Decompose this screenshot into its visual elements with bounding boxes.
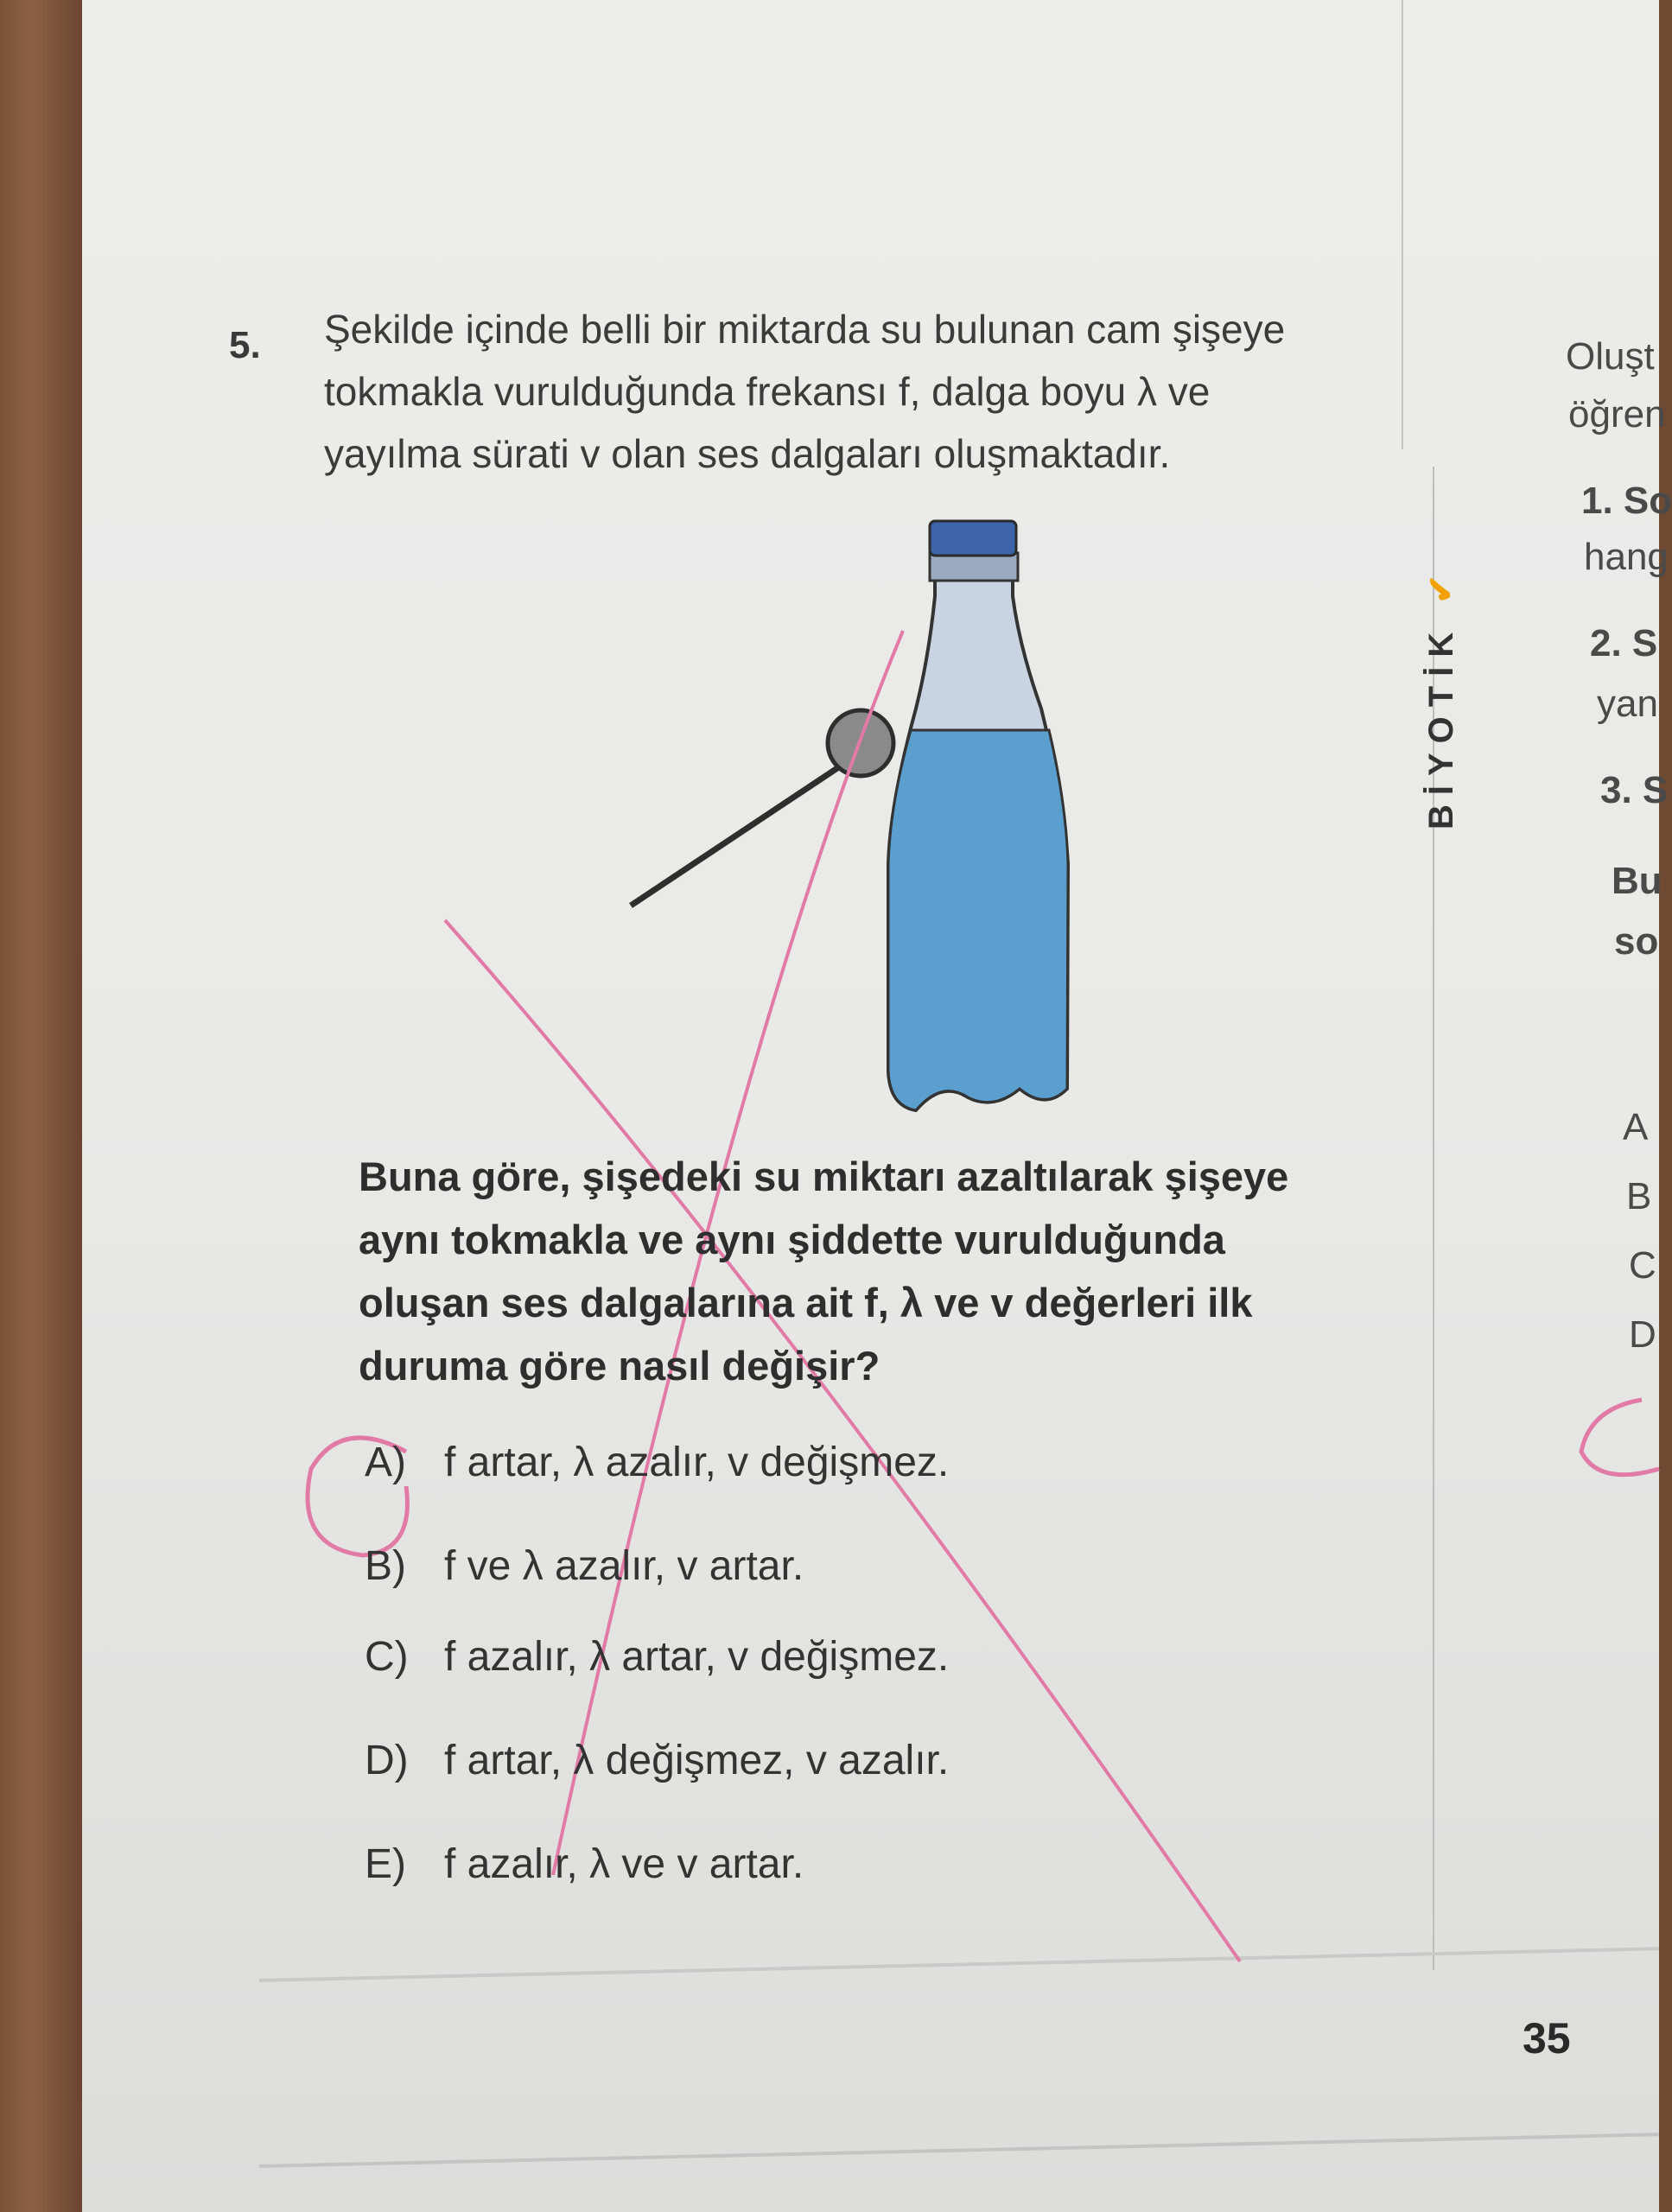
option-b[interactable] [365, 1542, 804, 1590]
option-c[interactable] [365, 1633, 949, 1681]
option-d[interactable] [365, 1737, 949, 1784]
stem-line: Şekilde içinde belli bir miktarda su bulunan cam şişeye [324, 307, 1286, 352]
option-a[interactable] [365, 1439, 949, 1486]
option-letter: C) [365, 1634, 409, 1680]
option-letter: A) [365, 1440, 406, 1485]
option-text: f ve λ azalır, v artar. [444, 1543, 804, 1589]
right-column-text: 1. So [1581, 480, 1672, 522]
right-column-text: Bu [1612, 860, 1662, 902]
right-column-text: yan [1597, 683, 1658, 725]
question-number: 5. [229, 324, 261, 366]
right-column-text: Oluşt [1566, 335, 1655, 378]
checkmark-icon: ✔ [1422, 565, 1460, 604]
right-column-text: 2. S [1590, 622, 1658, 664]
brand-logo [1421, 565, 1461, 830]
stem-line: tokmakla vurulduğunda frekansı f, dalga boyu λ ve [324, 369, 1211, 414]
option-letter: D) [365, 1738, 409, 1783]
prompt-line: oluşan ses dalgalarına ait f, λ ve v değerleri ilk [359, 1280, 1253, 1325]
right-column-text: 3. S [1600, 769, 1669, 811]
option-text: f azalır, λ artar, v değişmez. [444, 1634, 950, 1680]
option-text: f azalır, λ ve v artar. [444, 1841, 804, 1887]
desk-background [0, 0, 82, 2212]
right-column-text: öğren [1568, 393, 1666, 435]
stem-line: yayılma sürati v olan ses dalgaları oluşmaktadır. [324, 431, 1171, 476]
option-letter: B) [365, 1543, 406, 1589]
prompt-line: aynı tokmakla ve aynı şiddette vurulduğunda [359, 1217, 1225, 1262]
right-column-text: C [1629, 1244, 1656, 1287]
right-column-text: hang [1584, 536, 1669, 578]
prompt-line: duruma göre nasıl değişir? [359, 1343, 881, 1389]
right-column-text: A [1623, 1106, 1649, 1148]
question-prompt [359, 1145, 1395, 1397]
option-text: f artar, λ değişmez, v azalır. [444, 1738, 950, 1783]
prompt-line: Buna göre, şişedeki su miktarı azaltılarak şişeye [359, 1154, 1289, 1199]
right-column-text: D [1629, 1313, 1656, 1356]
option-text: f artar, λ azalır, v değişmez. [444, 1440, 950, 1485]
brand-name: BİYOTİK [1422, 622, 1460, 830]
question-stem [324, 298, 1395, 485]
right-column-text: B [1626, 1175, 1652, 1217]
option-letter: E) [365, 1841, 406, 1887]
column-divider-top [1402, 0, 1403, 449]
option-e[interactable] [365, 1840, 804, 1888]
right-column-text: so [1614, 920, 1659, 963]
page-number: 35 [1523, 2014, 1571, 2063]
